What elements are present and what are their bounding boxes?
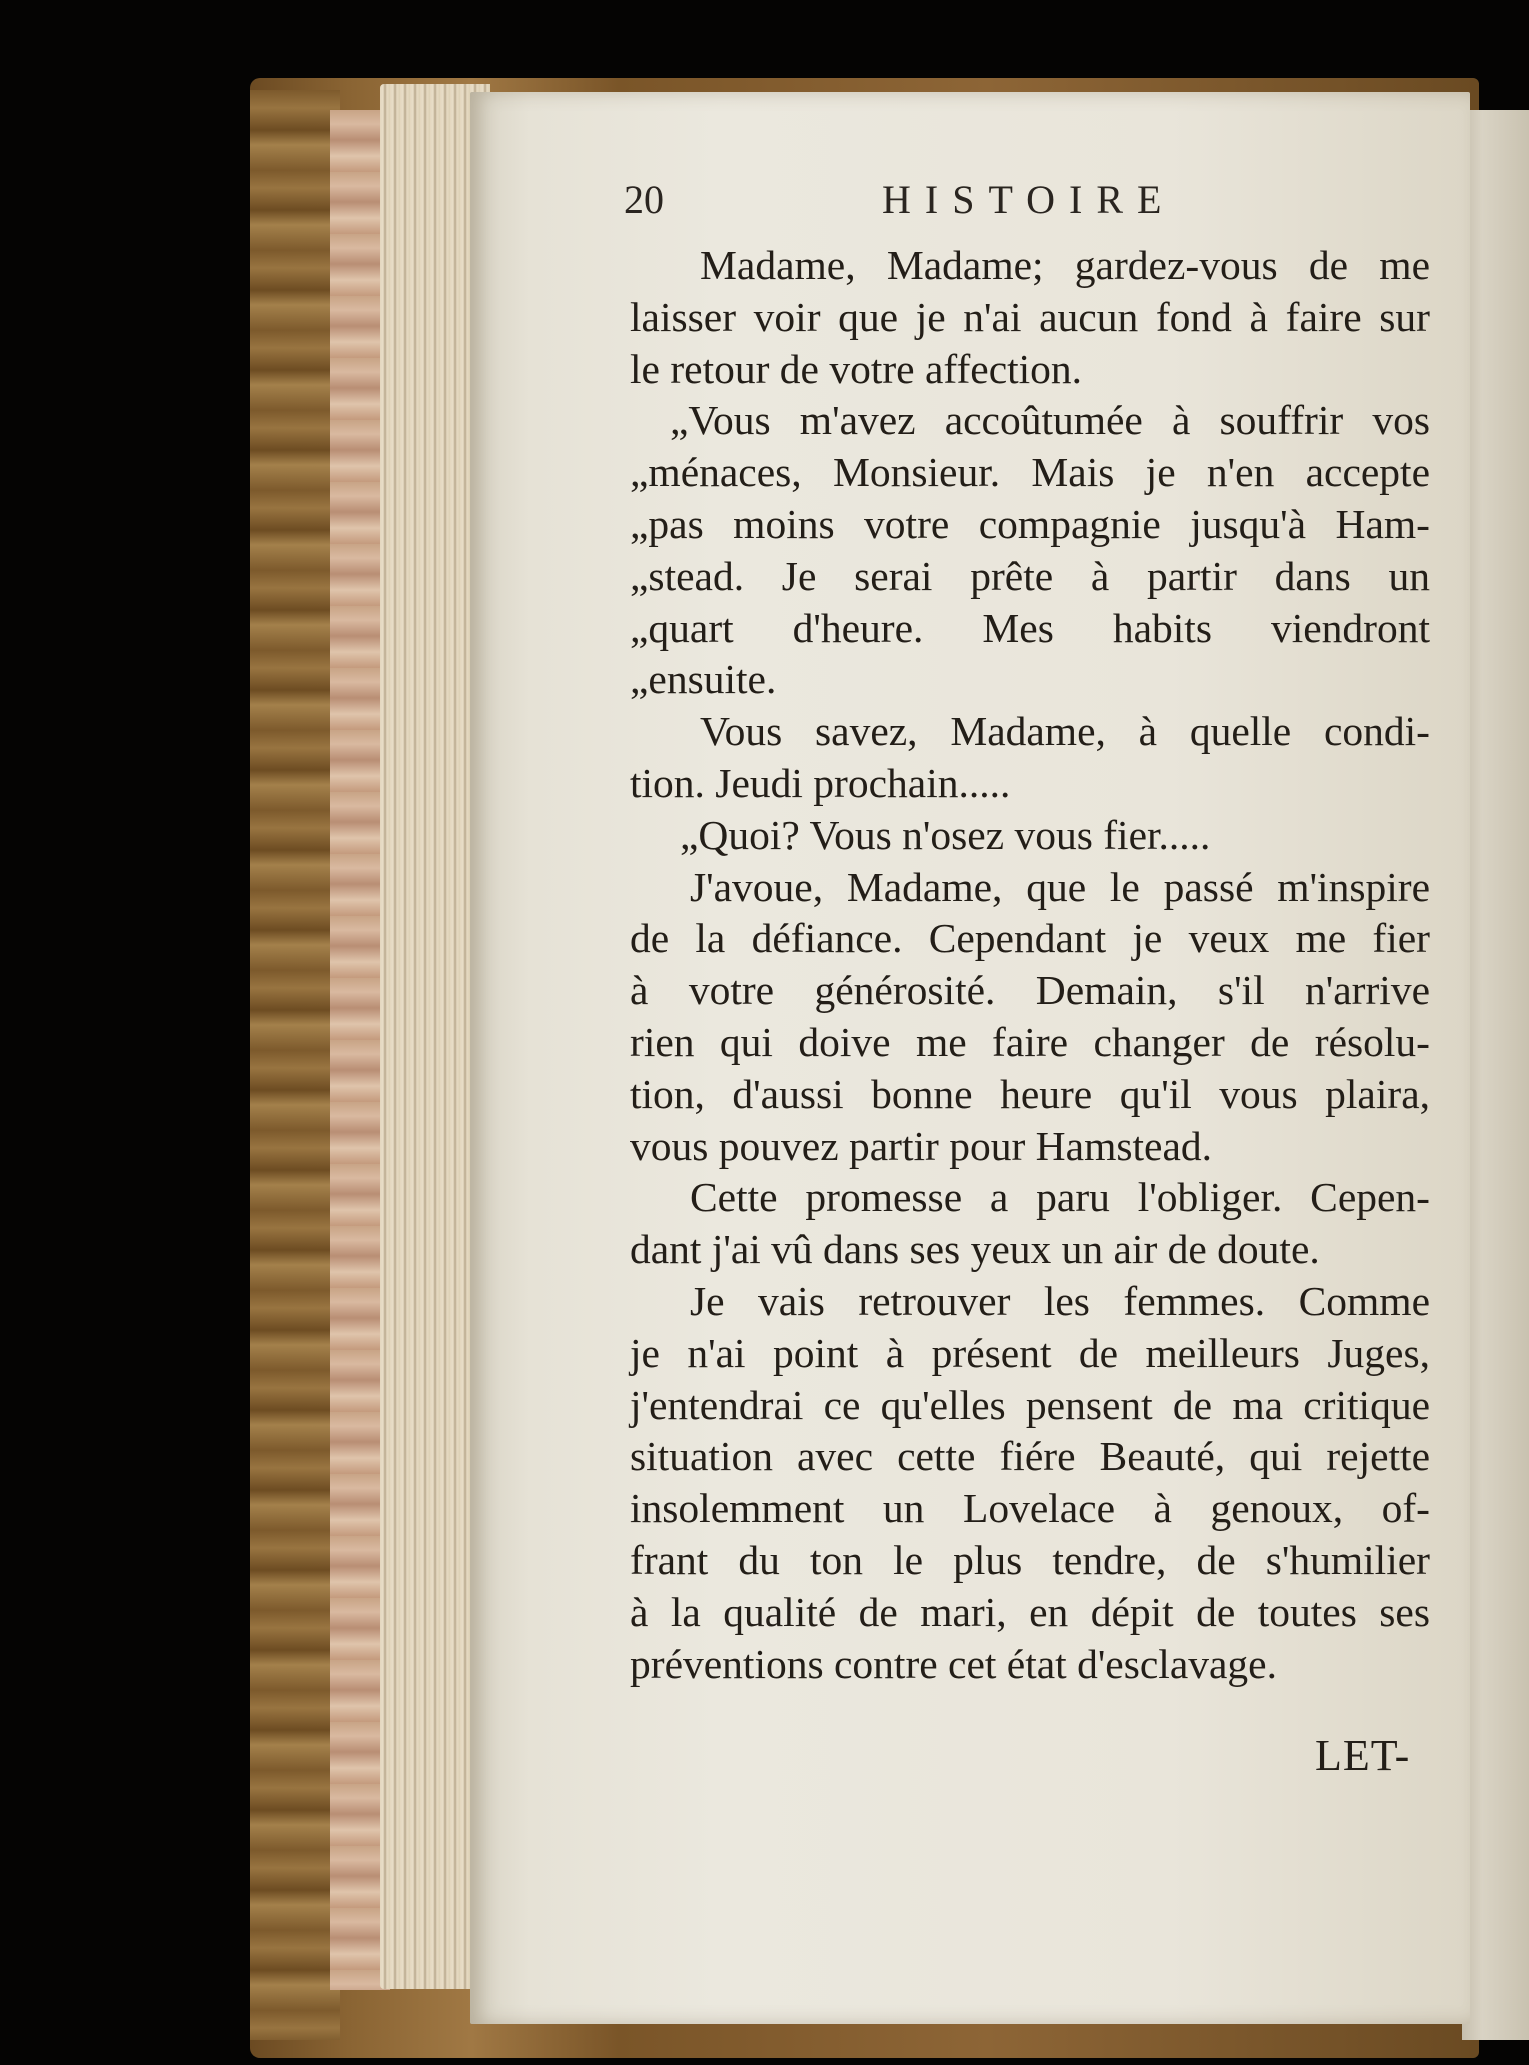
text-line: „Vous m'avez accoûtumée à souffrir vos bbox=[670, 397, 1430, 444]
text-line: Vous savez, Madame, à quelle condi- bbox=[700, 708, 1430, 755]
text-line: à la qualité de mari, en dépit de toutes ses bbox=[630, 1588, 1430, 1635]
text-line: „Quoi? Vous n'osez vous fier..... bbox=[680, 811, 1211, 858]
text-line: situation avec cette fiére Beauté, qui rejette bbox=[630, 1433, 1430, 1480]
text-line: J'avoue, Madame, que le passé m'inspire bbox=[690, 863, 1430, 910]
text-line: „pas moins votre compagnie jusqu'à Ham- bbox=[630, 500, 1430, 547]
page-header bbox=[624, 176, 1404, 236]
page-body-text bbox=[630, 240, 1430, 1690]
paragraph bbox=[630, 240, 1430, 395]
text-line: laisser voir que je n'ai aucun fond à faire sur bbox=[630, 293, 1430, 340]
text-line: tion. Jeudi prochain..... bbox=[630, 759, 1011, 806]
text-line: Cette promesse a paru l'obliger. Cepen- bbox=[690, 1174, 1430, 1221]
text-line: tion, d'aussi bonne heure qu'il vous plaira, bbox=[630, 1070, 1430, 1117]
paragraph bbox=[630, 862, 1430, 1173]
text-line: de la défiance. Cependant je veux me fier bbox=[630, 915, 1430, 962]
text-line: „ensuite. bbox=[630, 656, 777, 703]
text-line: rien qui doive me faire changer de résolu- bbox=[630, 1018, 1430, 1065]
text-line: le retour de votre affection. bbox=[630, 345, 1083, 392]
text-line: vous pouvez partir pour Hamstead. bbox=[630, 1122, 1212, 1169]
paragraph bbox=[630, 1172, 1430, 1276]
text-line: „stead. Je serai prête à partir dans un bbox=[630, 552, 1430, 599]
text-line: préventions contre cet état d'esclavage. bbox=[630, 1640, 1277, 1687]
paragraph bbox=[630, 706, 1430, 810]
page-number: 20 bbox=[624, 177, 664, 222]
text-line: Madame, Madame; gardez-vous de me bbox=[700, 242, 1430, 288]
facing-page-edge bbox=[1462, 110, 1529, 2040]
text-line: Je vais retrouver les femmes. Comme bbox=[690, 1277, 1430, 1324]
text-line: „quart d'heure. Mes habits viendront bbox=[630, 604, 1430, 651]
text-line: je n'ai point à présent de meilleurs Juges, bbox=[630, 1329, 1430, 1376]
text-line: à votre générosité. Demain, s'il n'arrive bbox=[630, 967, 1430, 1014]
paragraph bbox=[630, 395, 1430, 706]
paragraph bbox=[630, 1276, 1430, 1690]
text-line: „ménaces, Monsieur. Mais je n'en accepte bbox=[630, 449, 1430, 496]
catchword: LET- bbox=[1315, 1731, 1411, 1780]
text-line: dant j'ai vû dans ses yeux un air de doute. bbox=[630, 1226, 1320, 1273]
paragraph bbox=[630, 810, 1430, 862]
text-line: frant du ton le plus tendre, de s'humilier bbox=[630, 1536, 1430, 1583]
text-line: insolemment un Lovelace à genoux, of- bbox=[630, 1485, 1430, 1532]
running-title: HISTOIRE bbox=[882, 177, 1176, 222]
book-spine-edge bbox=[250, 90, 340, 2040]
text-line: j'entendrai ce qu'elles pensent de ma critique bbox=[630, 1381, 1430, 1428]
